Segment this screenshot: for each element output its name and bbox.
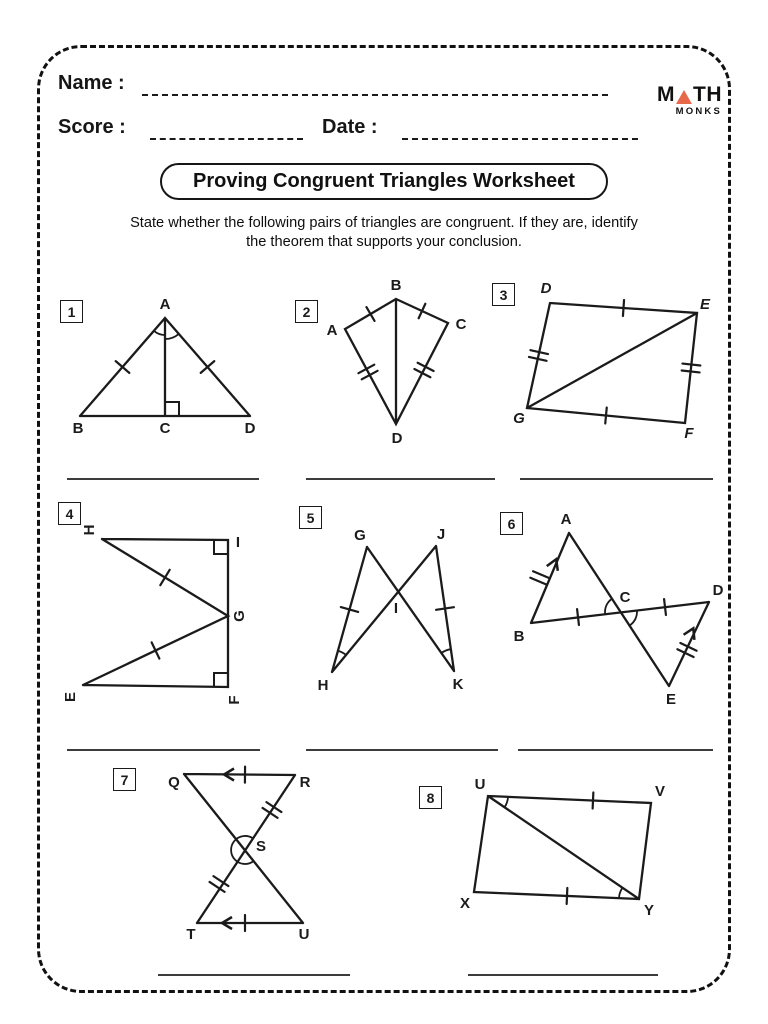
diagram-6 xyxy=(493,503,738,708)
date-blank-line[interactable] xyxy=(402,118,638,140)
orange-triangle-icon xyxy=(676,90,692,104)
score-blank-line[interactable] xyxy=(150,118,303,140)
vertex-label-e: E xyxy=(699,296,711,313)
answer-line-4[interactable] xyxy=(67,747,260,751)
vertex-label-v: V xyxy=(654,783,666,800)
angle-arcs xyxy=(338,649,451,655)
vertex-label-j: J xyxy=(436,526,446,543)
edges xyxy=(345,299,448,424)
logo-letters-th: TH xyxy=(693,83,722,106)
right-angle-marks xyxy=(165,402,179,416)
problem-number-badge: 8 xyxy=(419,786,442,809)
name-label: Name : xyxy=(58,72,125,94)
vertex-label-g: G xyxy=(231,610,248,622)
vertex-label-a: A xyxy=(159,296,171,313)
answer-line-8[interactable] xyxy=(468,972,658,976)
date-label: Date : xyxy=(322,116,378,138)
vertex-label-a: A xyxy=(326,322,338,339)
diagram-7 xyxy=(108,758,338,943)
answer-line-2[interactable] xyxy=(306,476,495,480)
math-monks-logo xyxy=(646,84,722,117)
instructions-line-1: State whether the following pairs of triangles are congruent. If they are, identify xyxy=(130,215,638,231)
problem-number-badge: 3 xyxy=(492,283,515,306)
vertex-label-f: F xyxy=(684,425,694,442)
problem-number-badge: 2 xyxy=(295,300,318,323)
problem-number-badge: 7 xyxy=(113,768,136,791)
edges xyxy=(83,539,228,687)
problem-number-badge: 1 xyxy=(60,300,83,323)
vertex-label-e: E xyxy=(665,691,677,708)
diagram-1 xyxy=(55,295,265,445)
vertex-label-a: A xyxy=(560,511,572,528)
angle-arcs xyxy=(154,331,179,339)
problem-number-badge: 6 xyxy=(500,512,523,535)
worksheet-title-box xyxy=(160,163,608,200)
answer-line-1[interactable] xyxy=(67,476,259,480)
vertex-label-k: K xyxy=(452,676,464,693)
vertex-label-q: Q xyxy=(168,774,180,791)
vertex-label-u: U xyxy=(298,926,310,943)
edges xyxy=(527,303,697,423)
diagram-5 xyxy=(298,498,478,698)
vertex-label-d: D xyxy=(712,582,724,599)
vertex-label-r: R xyxy=(299,774,311,791)
vertex-label-b: B xyxy=(390,277,402,294)
instructions-line-2: the theorem that supports your conclusion. xyxy=(246,234,522,250)
vertex-label-b: B xyxy=(72,420,84,437)
edges xyxy=(531,533,709,686)
vertex-label-i: I xyxy=(235,534,241,551)
logo-monks-text: MONKS xyxy=(675,106,722,117)
vertex-label-d: D xyxy=(540,280,552,297)
worksheet-title: Proving Congruent Triangles Worksheet xyxy=(193,170,575,192)
answer-line-7[interactable] xyxy=(158,972,350,976)
problem-number-badge: 5 xyxy=(299,506,322,529)
vertex-label-c: C xyxy=(159,420,171,437)
vertex-label-s: S xyxy=(255,838,267,855)
logo-letter-m: M xyxy=(657,83,675,106)
diagram-3 xyxy=(483,278,733,443)
logo-top-row xyxy=(646,84,722,105)
vertex-label-d: D xyxy=(391,430,403,447)
vertex-label-h: H xyxy=(81,524,98,536)
arrow-marks xyxy=(222,769,234,930)
diagram-4 xyxy=(58,498,258,708)
score-label: Score : xyxy=(58,116,126,138)
vertex-label-e: E xyxy=(62,691,79,703)
vertex-label-h: H xyxy=(317,677,329,694)
vertex-label-y: Y xyxy=(643,902,655,919)
diagram-2 xyxy=(318,278,478,448)
answer-line-6[interactable] xyxy=(518,747,713,751)
tick-marks xyxy=(529,300,700,423)
vertex-label-d: D xyxy=(244,420,256,437)
diagram-8 xyxy=(453,773,683,918)
vertex-label-g: G xyxy=(513,410,525,427)
vertex-label-f: F xyxy=(226,695,243,705)
vertex-label-c: C xyxy=(455,316,467,333)
vertex-label-g: G xyxy=(354,527,366,544)
problem-number-badge: 4 xyxy=(58,502,81,525)
edges xyxy=(474,796,651,899)
edges xyxy=(184,774,303,923)
answer-line-3[interactable] xyxy=(520,476,713,480)
vertex-label-x: X xyxy=(459,895,471,912)
name-blank-line[interactable] xyxy=(142,74,608,96)
vertex-label-c: C xyxy=(619,589,631,606)
vertex-label-i: I xyxy=(393,600,399,617)
vertex-label-t: T xyxy=(186,926,196,943)
vertex-label-u: U xyxy=(474,776,486,793)
answer-line-5[interactable] xyxy=(306,747,498,751)
tick-marks xyxy=(567,793,594,904)
angle-arcs xyxy=(231,836,254,864)
vertex-label-b: B xyxy=(513,628,525,645)
